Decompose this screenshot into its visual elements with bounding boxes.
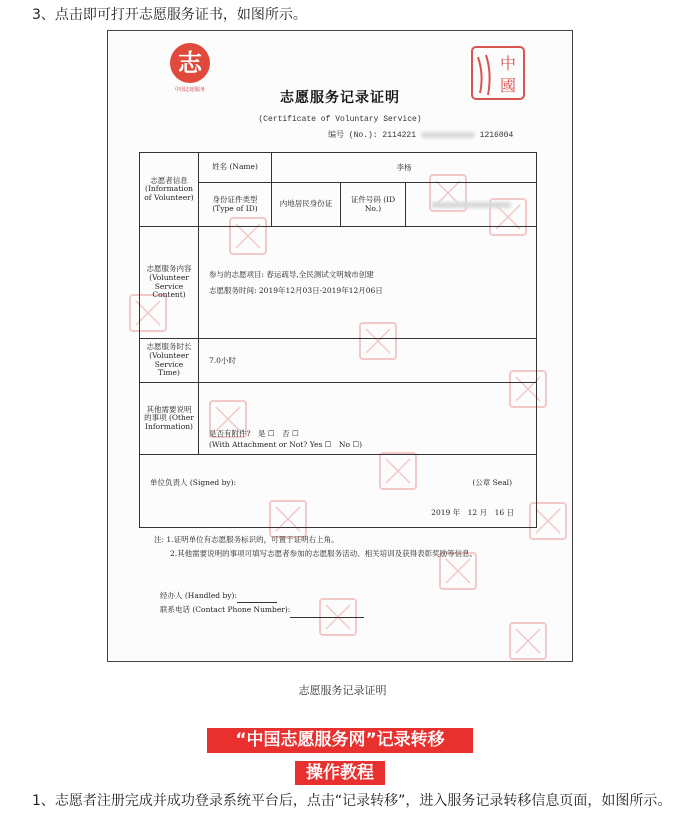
tutorial-banner-subtitle: 操作教程 [295,761,385,785]
certificate-image [107,30,573,662]
logo-char: 志 [178,48,202,77]
name-label: 姓名 (Name) [199,153,272,183]
number-label: 编号 (No.): [328,131,378,140]
contact-section [160,589,364,618]
note-1: 注: 1.证明单位有志愿服务标识的，可置于证明右上角。 [154,535,339,544]
certificate-table [139,152,537,528]
attachment-line-cn: 是否有附件? 是 ☐ 否 ☐ [209,428,299,438]
number-suffix: 1216004 [479,131,514,140]
logo-subtitle: 中国志愿服务 [174,87,205,93]
id-type-label: 身份证件类型 (Type of ID) [199,183,272,227]
contact-phone-label: 联系电话 (Contact Phone Number): [160,605,291,615]
handled-by-label: 经办人 (Handled by): [160,591,237,600]
signed-by-label: 单位负责人 (Signed by): [150,478,237,487]
volunteer-logo-icon [168,41,212,85]
contact-phone-line [290,609,364,618]
id-no-value [406,183,537,227]
number-prefix: 2114221 [382,131,417,140]
id-type-value: 内地居民身份证 [272,183,341,227]
service-time-label: 志愿服务时长 (Volunteer Service Time) [140,339,199,383]
service-content-label: 志愿服务内容 (Volunteer Service Content) [140,227,199,339]
project-line: 参与的志愿项目: 春运疏导,全民测试文明城市创建 [209,269,374,279]
step-one-text: 1、志愿者注册完成并成功登录系统平台后，点击“记录转移”，进入服务记录转移信息页面，如图所示。 [32,793,672,809]
seal-char-1: 中 [499,54,517,73]
intro-step-text: 3、点击即可打开志愿服务证书，如图所示。 [32,7,307,23]
volunteer-info-label: 志愿者信息 (Information of Volunteer) [140,153,199,227]
certificate-notes [154,533,514,562]
redacted-number [421,132,475,138]
note-2: 2.其他需要说明的事项可填写志愿者参加的志愿服务活动、相关培训及获得表彰奖励等信息。 [170,549,478,559]
certificate-subtitle: (Certificate of Voluntary Service) [258,115,422,124]
service-time-value: 7.0小时 [199,339,537,383]
handled-by-line [237,594,277,603]
certificate-title: 志愿服务记录证明 [280,90,400,106]
signature-cell [140,455,537,528]
issue-date: 2019 年 12 月 16 日 [431,508,514,517]
id-no-label: 证件号码 (ID No.) [341,183,406,227]
seal-char-2: 國 [499,76,517,95]
certificate-number [328,129,513,140]
service-date-line: 志愿服务时间: 2019年12月03日-2019年12月06日 [209,285,383,295]
service-content-cell [199,227,537,339]
other-info-label: 其他需要说明的事项 (Other Information) [140,383,199,455]
image-caption: 志愿服务记录证明 [298,684,387,697]
attachment-line-en: (With Attachment or Not? Yes ☐ No ☐) [209,439,363,449]
tutorial-banner-title: “中国志愿服务网”记录转移 [207,728,473,753]
watermark-seal-icon [508,621,548,661]
official-seal-label: (公章 Seal) [472,478,512,487]
attachment-cell [199,383,537,455]
name-value: 李杨 [272,153,537,183]
